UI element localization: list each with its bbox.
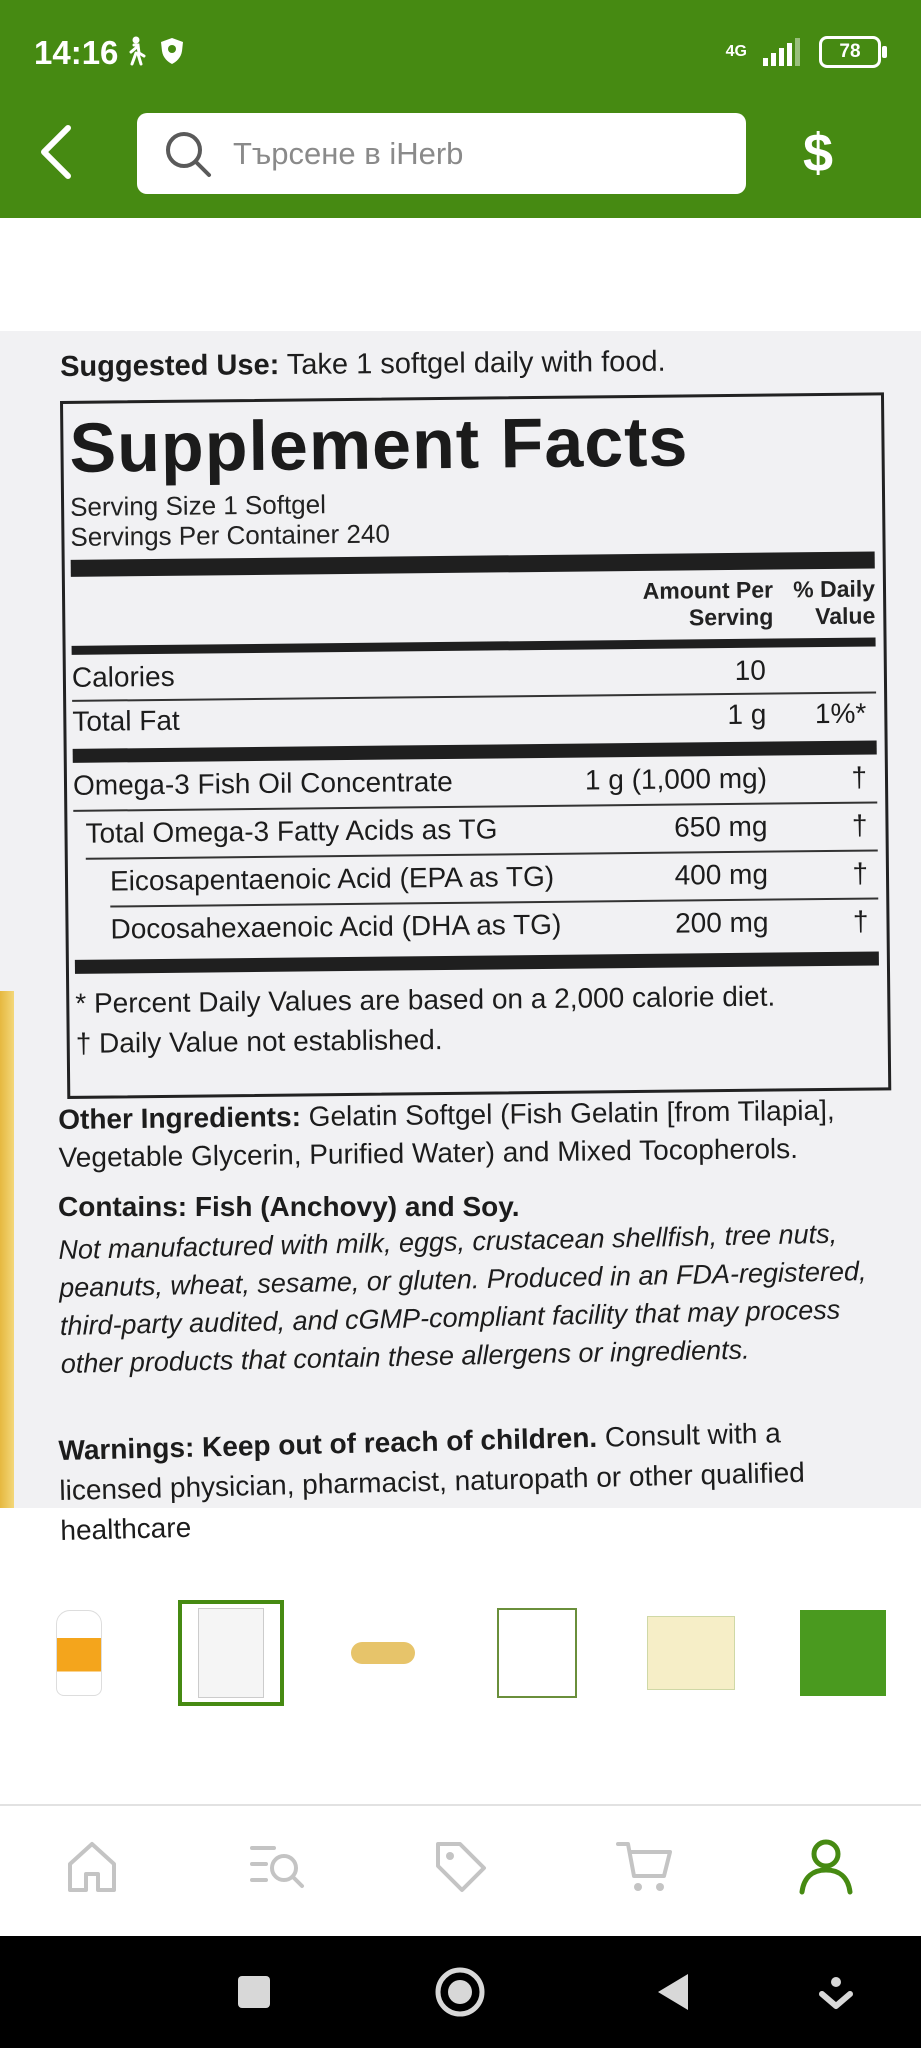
divider-bar <box>71 551 875 576</box>
nutrient-amount: 200 mg <box>674 906 769 939</box>
nav-promotions[interactable] <box>430 1836 490 1896</box>
nutrient-name: Omega-3 Fish Oil Concentrate <box>72 765 453 801</box>
cropped-label-text <box>905 391 921 891</box>
amount-column-header <box>643 577 774 632</box>
nav-cart[interactable] <box>614 1836 674 1896</box>
facts-row <box>72 693 876 741</box>
other-ingredients-label: Other Ingredients: <box>58 1101 302 1135</box>
suggested-use-label: Suggested Use: <box>60 349 280 383</box>
facts-row <box>72 649 876 697</box>
serving-size: Serving Size 1 Softgel <box>69 489 327 522</box>
tested-banner-thumbnail-icon <box>800 1610 886 1696</box>
thumbnail-4[interactable] <box>484 1600 590 1706</box>
bottom-navigation <box>0 1806 921 1936</box>
account-icon <box>796 1836 856 1896</box>
home-icon <box>62 1836 122 1896</box>
suggested-use <box>60 346 666 384</box>
suggested-use-text: Take 1 softgel daily with food. <box>286 345 666 382</box>
nav-categories[interactable] <box>246 1836 306 1896</box>
servings-per-container: Servings Per Container 240 <box>70 518 390 552</box>
shield-icon <box>160 37 184 65</box>
chevron-down-icon <box>806 1962 866 2022</box>
back-button[interactable] <box>32 120 82 184</box>
categories-search-icon <box>246 1836 306 1896</box>
warnings-label: Warnings: Keep out of reach of children. <box>58 1421 598 1466</box>
allergen-contains: Contains: Fish (Anchovy) and Soy. <box>58 1191 520 1222</box>
divider-bar <box>75 951 879 973</box>
battery-level: 78 <box>839 41 861 62</box>
warnings-text: Consult with a licensed physician, pharmacist, naturopath or other qualified healthcare <box>59 1417 806 1546</box>
thumbnail-2-selected[interactable] <box>178 1600 284 1706</box>
search-input[interactable] <box>137 113 746 194</box>
footnote-dv-not-established: † Daily Value not established. <box>75 1024 443 1059</box>
bottle-thumbnail-icon <box>56 1610 102 1696</box>
amount-header-line1: Amount Per <box>642 576 774 604</box>
dv-header-line2: Value <box>815 602 876 630</box>
walking-person-icon <box>124 36 146 66</box>
footnote-percent-dv: * Percent Daily Values are based on a 2,000 calorie diet. <box>75 980 776 1019</box>
nutrient-amount: 1 g <box>727 698 767 731</box>
nutrient-amount: 10 <box>734 654 767 686</box>
thumbnail-1[interactable] <box>26 1600 132 1706</box>
nutrient-amount: 650 mg <box>673 810 768 843</box>
dv-column-header <box>793 575 875 630</box>
nutrient-dv: † <box>851 809 868 841</box>
nutrient-name: Calories <box>71 660 175 693</box>
facts-row <box>110 853 878 901</box>
nutrient-amount: 1 g (1,000 mg) <box>584 762 768 796</box>
dv-header-line1: % Daily <box>793 575 876 603</box>
search-placeholder: Търсене в iHerb <box>233 135 464 171</box>
supplement-facts-panel <box>60 392 891 1099</box>
facts-row <box>110 901 878 949</box>
status-notification-icons <box>124 36 184 66</box>
nutrient-amount: 400 mg <box>674 858 769 891</box>
tested-document-thumbnail-icon <box>497 1608 577 1698</box>
hide-nav-button[interactable] <box>806 1962 866 2022</box>
recent-apps-button[interactable] <box>224 1962 284 2022</box>
other-ingredients <box>58 1091 879 1177</box>
other-ingredients-text: Gelatin Softgel (Fish Gelatin [from Tilapia], Vegetable Glycerin, Purified Water) and Mixed Tocopherols. <box>58 1094 835 1173</box>
signal-icon <box>763 38 803 66</box>
top-app-bar <box>0 0 921 218</box>
facts-row <box>85 805 877 853</box>
nutrient-name: Total Omega-3 Fatty Acids as TG <box>85 813 498 849</box>
chevron-left-icon <box>32 120 82 184</box>
nav-account[interactable] <box>796 1836 856 1896</box>
home-button[interactable] <box>430 1962 490 2022</box>
status-system-icons <box>726 36 881 68</box>
label-thumbnail-icon <box>198 1608 264 1698</box>
amount-header-line2: Serving <box>688 603 774 631</box>
nav-home[interactable] <box>62 1836 122 1896</box>
serving-info <box>70 489 390 552</box>
currency-button[interactable]: $ <box>802 123 834 183</box>
nutrient-dv: 1%* <box>814 697 867 730</box>
triangle-back-icon <box>644 1962 704 2022</box>
softgel-thumbnail-icon <box>351 1642 415 1664</box>
product-image[interactable] <box>0 331 921 1546</box>
nutrient-dv: † <box>852 905 869 937</box>
footnotes <box>75 977 776 1064</box>
image-thumbnail-strip <box>0 1600 921 1710</box>
status-time: 14:16 <box>34 34 119 71</box>
thumbnail-3[interactable] <box>330 1600 436 1706</box>
circle-home-icon <box>430 1962 490 2022</box>
network-type: 4G <box>725 43 747 60</box>
tag-icon <box>430 1836 490 1896</box>
cart-icon <box>614 1836 674 1896</box>
facts-row <box>73 757 877 805</box>
nutrient-name: Docosahexaenoic Acid (DHA as TG) <box>110 908 562 945</box>
nutrient-name: Eicosapentaenoic Acid (EPA as TG) <box>109 860 555 897</box>
thumbnail-6[interactable] <box>790 1600 896 1706</box>
facts-title: Supplement Facts <box>69 402 689 487</box>
search-icon <box>163 129 213 179</box>
allergen-statement: Not manufactured with milk, eggs, crustacean shellfish, tree nuts, peanuts, wheat, sesame, or gluten. Produced in an FDA-registered, third-party audited, and cGMP-compliant facility that may process other products that contain these allergens or ingredients. <box>58 1218 867 1379</box>
thumbnail-5[interactable] <box>638 1600 744 1706</box>
bottle-edge <box>0 991 14 1508</box>
nutrient-dv: † <box>852 857 869 889</box>
square-icon <box>224 1962 284 2022</box>
system-navigation-bar <box>0 1936 921 2048</box>
nutrient-dv: † <box>851 761 868 793</box>
system-back-button[interactable] <box>644 1962 704 2022</box>
battery-icon <box>819 36 881 68</box>
supplement-label <box>52 331 897 1546</box>
warnings <box>58 1411 881 1551</box>
infographic-thumbnail-icon <box>647 1616 735 1690</box>
nutrient-name: Total Fat <box>72 704 180 737</box>
